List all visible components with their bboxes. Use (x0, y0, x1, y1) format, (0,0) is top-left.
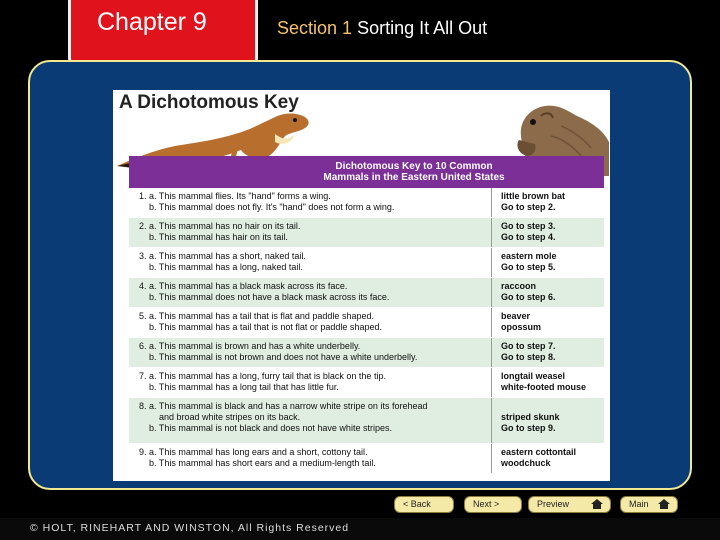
main-button[interactable] (620, 496, 678, 513)
statement-b: b. This mammal is not brown and does not have a white underbelly. (139, 352, 418, 362)
key-table (129, 188, 604, 474)
result-b: opossum (501, 322, 542, 332)
result-b: Go to step 9. (501, 423, 556, 433)
statement-b: b. This mammal does not have a black mask across its face. (139, 292, 390, 302)
result-a: eastern mole (501, 251, 557, 261)
key-title-line-1: Dichotomous Key to 10 Common (335, 161, 493, 172)
table-row (129, 188, 604, 218)
statement-b: b. This mammal is not black and does not have white stripes. (139, 423, 392, 433)
statement-a: 9. a. This mammal has long ears and a short, cottony tail. (139, 447, 368, 457)
result-b: Go to step 5. (501, 262, 556, 272)
statement-a: 8. a. This mammal is black and has a narrow white stripe on its forehead (139, 401, 428, 411)
column-divider (491, 444, 492, 473)
result-a: striped skunk (501, 412, 560, 422)
result-b: Go to step 4. (501, 232, 556, 242)
table-row (129, 338, 604, 368)
statement-b: b. This mammal does not fly. It's "hand" does not form a wing. (139, 202, 395, 212)
statement-b: b. This mammal has a long tail that has little fur. (139, 382, 339, 392)
chapter-label: Chapter 9 (97, 8, 207, 36)
main-label: Main (629, 499, 649, 509)
home-icon (657, 498, 671, 510)
result-a: Go to step 7. (501, 341, 556, 351)
key-header (129, 156, 604, 188)
table-row (129, 368, 604, 398)
result-a: Go to step 3. (501, 221, 556, 231)
result-a: beaver (501, 311, 531, 321)
statement-b: b. This mammal has a tail that is not flat or paddle shaped. (139, 322, 382, 332)
statement-b: b. This mammal has hair on its tail. (139, 232, 288, 242)
result-b: Go to step 2. (501, 202, 556, 212)
result-b: woodchuck (501, 458, 551, 468)
figure-title: A Dichotomous Key (119, 92, 299, 113)
column-divider (491, 368, 492, 397)
statement-a: 4. a. This mammal has a black mask across its face. (139, 281, 348, 291)
statement-a: 5. a. This mammal has a tail that is flat and paddle shaped. (139, 311, 374, 321)
statement-b: b. This mammal has short ears and a medium-length tail. (139, 458, 376, 468)
result-a: raccoon (501, 281, 537, 291)
table-row (129, 308, 604, 338)
result-b: white-footed mouse (501, 382, 586, 392)
key-title-line-2: Mammals in the Eastern United States (323, 172, 505, 183)
result-b: Go to step 8. (501, 352, 556, 362)
column-divider (491, 308, 492, 337)
result-a: little brown bat (501, 191, 565, 201)
section-number: Section 1 (277, 18, 353, 38)
back-button[interactable] (394, 496, 454, 513)
next-button[interactable] (464, 496, 522, 513)
dichotomous-key-figure (113, 90, 610, 481)
copyright-text: © HOLT, RINEHART AND WINSTON, All Rights Reserved (30, 522, 350, 534)
statement-a: 2. a. This mammal has no hair on its tail. (139, 221, 301, 231)
column-divider (491, 218, 492, 247)
column-divider (491, 188, 492, 217)
next-label: Next > (473, 499, 500, 509)
column-divider (491, 278, 492, 307)
statement-a: 7. a. This mammal has a long, furry tail that is black on the tip. (139, 371, 386, 381)
statement-b: b. This mammal has a long, naked tail. (139, 262, 303, 272)
statement-a: 6. a. This mammal is brown and has a white underbelly. (139, 341, 361, 351)
result-b: Go to step 6. (501, 292, 556, 302)
section-heading (277, 18, 487, 39)
table-row (129, 278, 604, 308)
column-divider (491, 398, 492, 443)
statement-a-continued: and broad white stripes on its back. (139, 412, 301, 422)
statement-a: 1. a. This mammal flies. Its "hand" forms a wing. (139, 191, 331, 201)
table-row (129, 398, 604, 444)
table-row (129, 248, 604, 278)
section-title: Sorting It All Out (357, 18, 488, 38)
preview-label: Preview (537, 499, 570, 509)
statement-a: 3. a. This mammal has a short, naked tail. (139, 251, 306, 261)
footer (0, 518, 720, 540)
back-label: < Back (403, 499, 431, 509)
result-a: longtail weasel (501, 371, 566, 381)
table-row (129, 218, 604, 248)
result-a: eastern cottontail (501, 447, 577, 457)
home-icon (590, 498, 604, 510)
column-divider (491, 248, 492, 277)
table-row (129, 444, 604, 474)
column-divider (491, 338, 492, 367)
preview-button[interactable] (528, 496, 611, 513)
